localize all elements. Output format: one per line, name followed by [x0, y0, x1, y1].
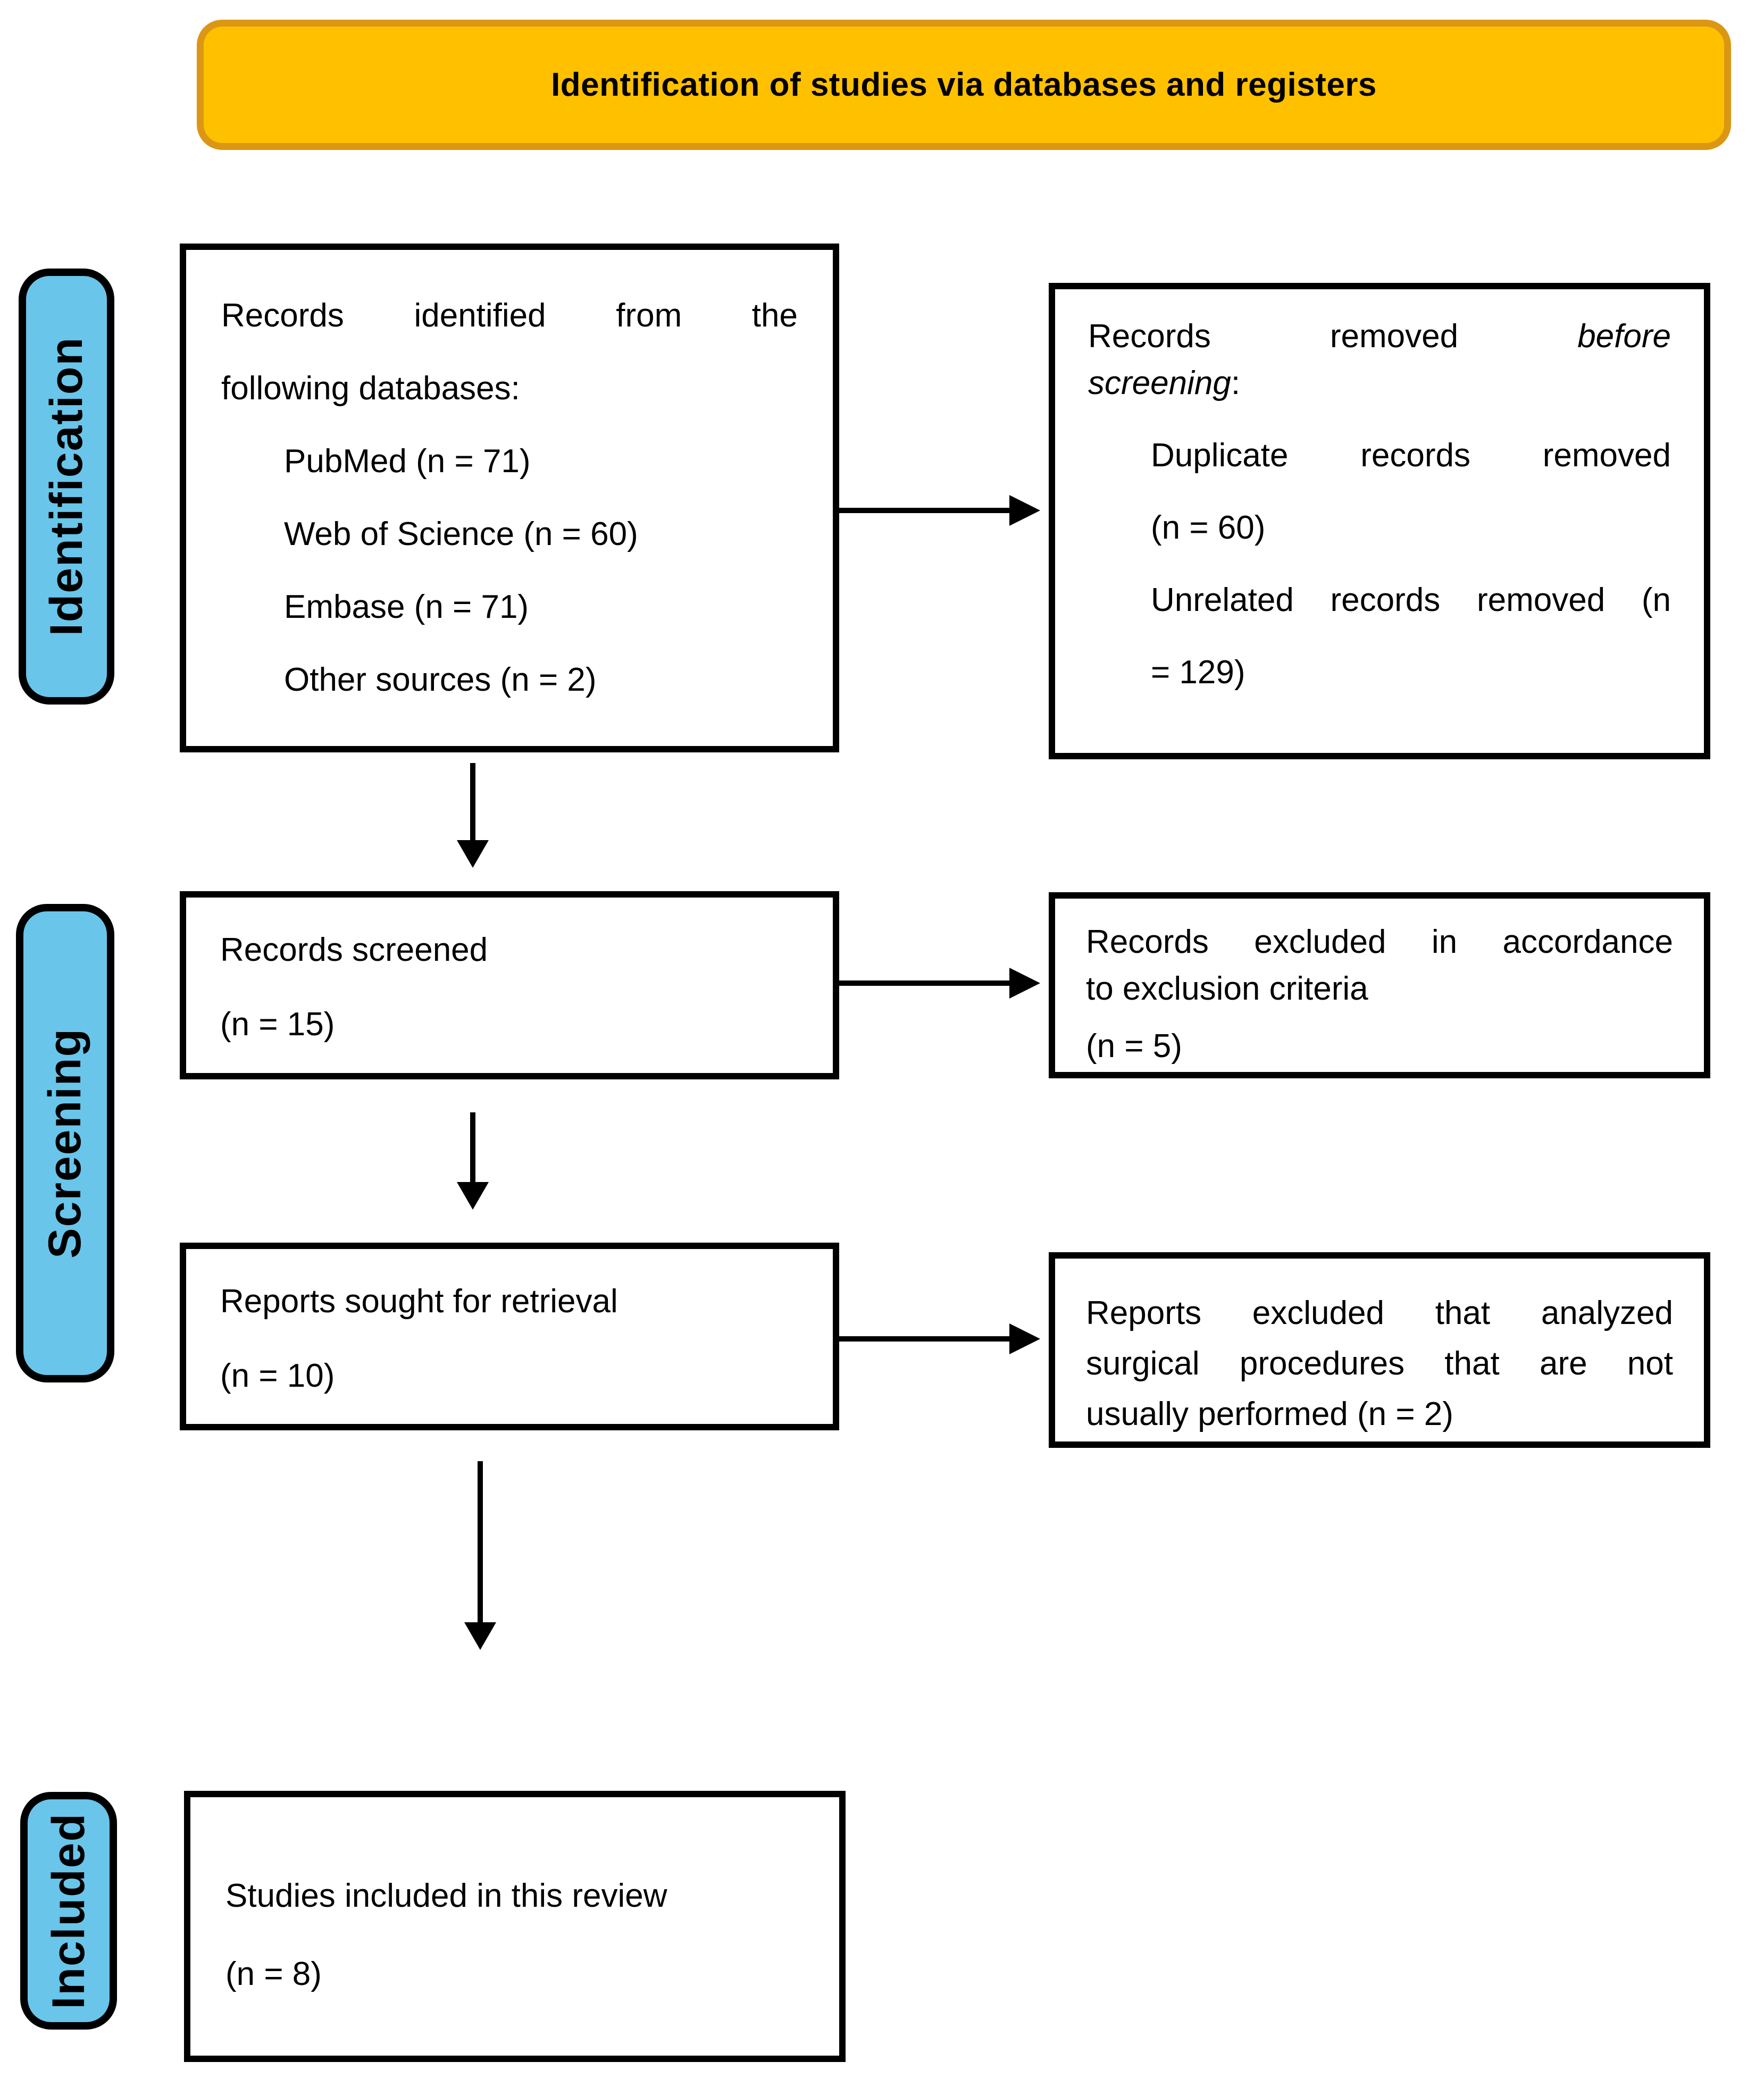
text-segment: PubMed (n = 71)	[284, 443, 531, 480]
box-text-line	[1088, 432, 1671, 479]
italic-text-segment: before	[1577, 318, 1671, 355]
box-text-line	[221, 425, 798, 498]
text-segment: Reports excluded that analyzed	[1086, 1295, 1673, 1331]
arrow-shaft	[470, 1112, 475, 1185]
box-text-line	[1086, 1023, 1673, 1070]
arrow-shaft	[478, 1461, 483, 1625]
arrow-shaft	[839, 1336, 1015, 1342]
box-reports-sought	[180, 1243, 839, 1430]
italic-text-segment: screening	[1088, 365, 1231, 401]
arrow-head-down-icon	[457, 1182, 489, 1210]
stage-label-included	[20, 1792, 117, 2030]
arrow-head-down-icon	[457, 840, 489, 868]
text-segment: (n = 10)	[220, 1357, 335, 1394]
box-text-line	[221, 352, 798, 425]
box-records-screened	[180, 891, 839, 1079]
text-segment: to exclusion criteria	[1086, 970, 1368, 1007]
stage-label-identification	[19, 269, 114, 705]
box-text-line	[221, 279, 798, 352]
box-text-line	[1086, 1389, 1673, 1439]
text-segment: Studies included in this review	[225, 1878, 667, 1914]
text-segment: Other sources (n = 2)	[284, 661, 597, 698]
box-text-line	[220, 1001, 799, 1048]
box-text-line	[1088, 360, 1671, 407]
arrow-head-right-icon	[1009, 968, 1040, 999]
box-records-excluded	[1049, 892, 1710, 1078]
box-records-removed-before-screening	[1049, 283, 1710, 759]
text-segment: usually performed (n = 2)	[1086, 1396, 1453, 1432]
box-text-line	[225, 1949, 804, 1999]
text-segment: Records screened	[220, 932, 488, 968]
arrow-shaft	[470, 763, 475, 843]
text-segment: Records excluded in accordance	[1086, 924, 1673, 960]
text-segment: Embase (n = 71)	[284, 589, 529, 625]
text-segment: Records removed	[1088, 318, 1578, 355]
box-text-line	[220, 927, 799, 974]
box-text-line	[1086, 919, 1673, 966]
arrow-shaft	[839, 980, 1015, 986]
stage-label-included-text: Included	[43, 1812, 94, 2009]
header-title: Identification of studies via databases and registers	[551, 66, 1377, 103]
text-segment: Unrelated records removed (n	[1151, 582, 1671, 618]
stage-label-screening-text: Screening	[39, 1028, 90, 1259]
text-segment: surgical procedures that are not	[1086, 1345, 1673, 1382]
arrow-shaft	[839, 508, 1015, 513]
box-reports-excluded	[1049, 1252, 1710, 1448]
text-segment: :	[1231, 365, 1241, 401]
box-text-line	[1088, 505, 1671, 551]
box-text-line	[220, 1278, 799, 1325]
arrow-head-right-icon	[1009, 1323, 1040, 1354]
text-segment: Records identified from the	[221, 297, 798, 334]
text-segment: = 129)	[1151, 654, 1245, 691]
box-text-line	[221, 498, 798, 571]
text-segment: (n = 60)	[1151, 509, 1266, 546]
arrow-head-down-icon	[464, 1622, 496, 1650]
stage-label-screening	[16, 904, 114, 1382]
box-text-line	[221, 571, 798, 643]
header-banner	[197, 20, 1731, 150]
box-text-line	[220, 1353, 799, 1399]
arrow-head-right-icon	[1009, 495, 1040, 526]
box-text-line	[1088, 313, 1671, 360]
text-segment: Web of Science (n = 60)	[284, 516, 638, 552]
box-text-line	[1086, 1338, 1673, 1389]
text-segment: Duplicate records removed	[1151, 437, 1671, 474]
box-text-line	[225, 1871, 804, 1921]
text-segment: (n = 15)	[220, 1006, 335, 1043]
box-text-line	[221, 643, 798, 716]
text-segment: Reports sought for retrieval	[220, 1283, 618, 1320]
box-records-identified	[180, 244, 839, 752]
text-segment: (n = 8)	[225, 1956, 322, 1992]
box-text-line	[1088, 649, 1671, 696]
box-text-line	[1088, 577, 1671, 624]
text-segment: following databases:	[221, 370, 520, 407]
box-text-line	[1086, 966, 1673, 1012]
text-segment: (n = 5)	[1086, 1028, 1182, 1065]
box-text-line	[1086, 1288, 1673, 1338]
box-studies-included	[184, 1791, 846, 2062]
stage-label-identification-text: Identification	[40, 337, 92, 636]
